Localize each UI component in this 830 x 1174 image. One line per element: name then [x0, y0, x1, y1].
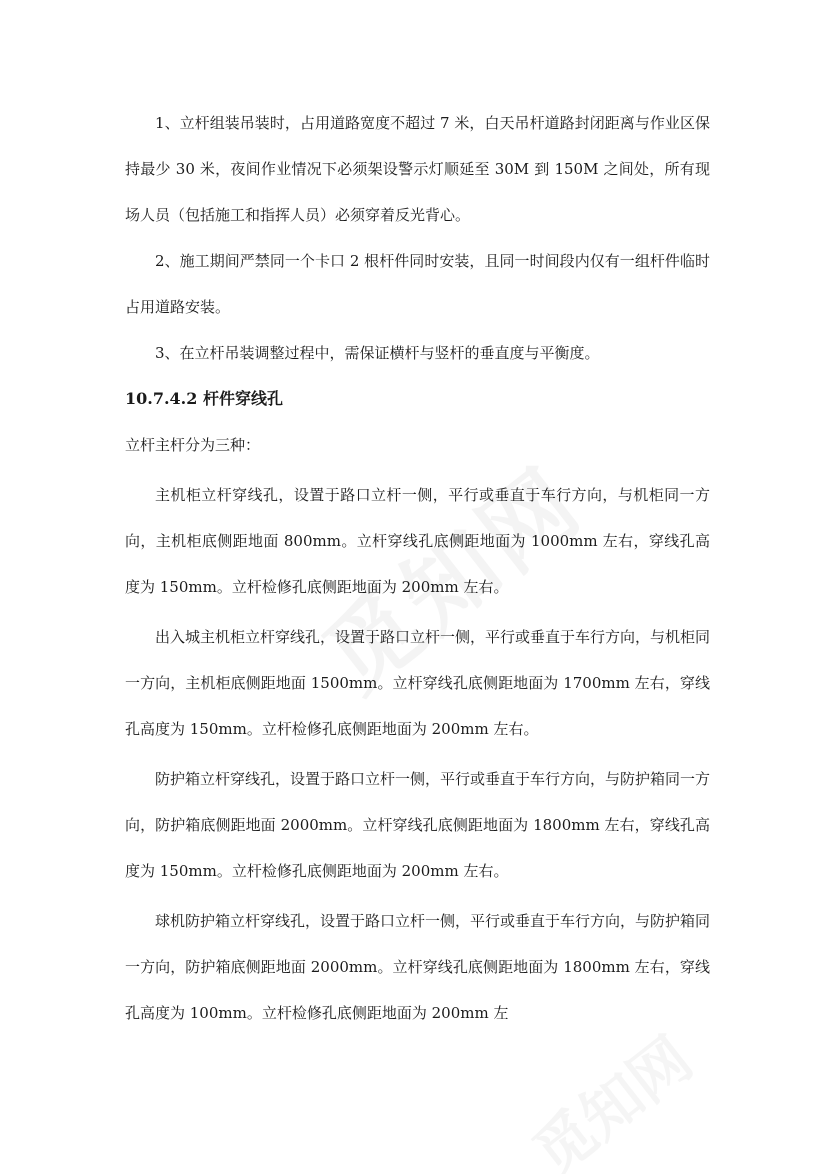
paragraph-dome-protection-box: 球机防护箱立杆穿线孔，设置于路口立杆一侧，平行或垂直于车行方向，与防护箱同一方向，防护箱底侧距地面 2000mm。立杆穿线孔底侧距地面为 1800mm 左右，穿线孔高度为 100mm。立杆检修孔底侧距地面为 200mm 左 [125, 912, 711, 1022]
lead-text: 立杆主杆分为三种： [125, 436, 261, 454]
paragraph-city-cabinet: 出入城主机柜立杆穿线孔，设置于路口立杆一侧，平行或垂直于车行方向，与机柜同一方向，主机柜底侧距地面 1500mm。立杆穿线孔底侧距地面为 1700mm 左右，穿线孔高度为 150mm。立杆检修孔底侧距地面为 200mm 左右。 [125, 628, 711, 738]
paragraph-main-cabinet: 主机柜立杆穿线孔，设置于路口立杆一侧，平行或垂直于车行方向，与机柜同一方向，主机柜底侧距地面 800mm。立杆穿线孔底侧距地面为 1000mm 左右，穿线孔高度为 150mm。立杆检修孔底侧距地面为 200mm 左右。 [125, 486, 710, 596]
document-body [125, 100, 710, 1036]
paragraph-lifting-1: 1、立杆组装吊装时，占用道路宽度不超过 7 米，白天吊杆道路封闭距离与作业区保持最少 30 米，夜间作业情况下必须架设警示灯顺延至 30M 到 150M 之间处，所有现场人员（包括施工和指挥人员）必须穿着反光背心。 [125, 114, 710, 224]
paragraph-lifting-3: 3、在立杆吊装调整过程中，需保证横杆与竖杆的垂直度与平衡度。 [155, 344, 600, 362]
section-heading: 10.7.4.2 杆件穿线孔 [125, 389, 283, 408]
paragraph-lifting-2: 2、施工期间严禁同一个卡口 2 根杆件同时安装，且同一时间段内仅有一组杆件临时占用道路安装。 [125, 252, 710, 316]
paragraph-protection-box: 防护箱立杆穿线孔，设置于路口立杆一侧，平行或垂直于车行方向，与防护箱同一方向，防护箱底侧距地面 2000mm。立杆穿线孔底侧距地面为 1800mm 左右，穿线孔高度为 150mm。立杆检修孔底侧距地面为 200mm 左右。 [125, 770, 711, 880]
watermark-secondary [513, 1014, 708, 1174]
